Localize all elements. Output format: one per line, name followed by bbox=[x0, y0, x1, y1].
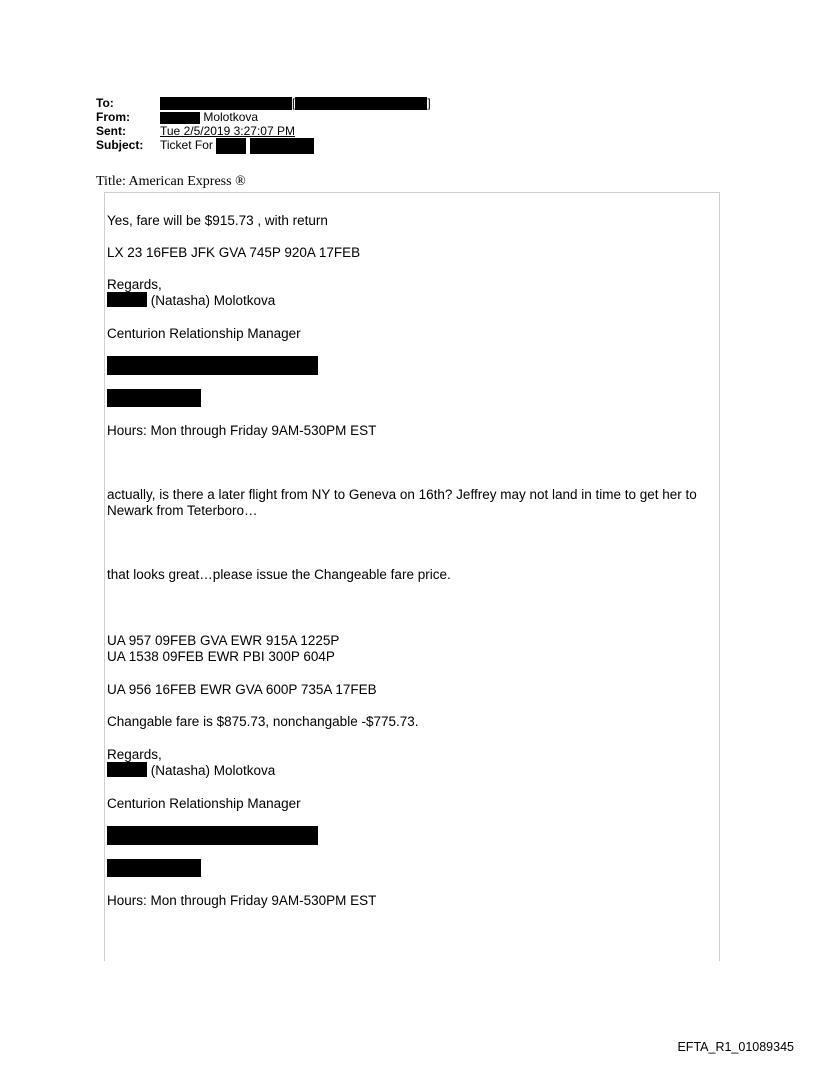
flight-line: UA 956 16FEB EWR GVA 600P 735A 17FEB bbox=[107, 682, 377, 697]
redaction-bar bbox=[107, 389, 201, 407]
body-paragraph: that looks great…please issue the Changeable fare price. bbox=[107, 567, 451, 582]
redaction-bar bbox=[160, 97, 292, 110]
body-paragraph: actually, is there a later flight from NY to Geneva on 16th? Jeffrey may not land in time to get her to Newark from Teterboro… bbox=[107, 487, 697, 518]
signature-name bbox=[107, 293, 275, 309]
hours-text: Hours: Mon through Friday 9AM-530PM EST bbox=[107, 893, 377, 908]
to-value bbox=[160, 96, 431, 110]
signature-name-text: (Natasha) Molotkova bbox=[150, 293, 276, 308]
signature-name-text: (Natasha) Molotkova bbox=[150, 763, 276, 778]
title-line: Title: American Express ® bbox=[96, 174, 246, 189]
flight-line: UA 957 09FEB GVA EWR 915A 1225P bbox=[107, 633, 340, 648]
redaction-bar bbox=[107, 762, 147, 777]
from-label: From: bbox=[96, 110, 130, 124]
from-row bbox=[96, 110, 431, 124]
to-row bbox=[96, 96, 431, 110]
body-paragraph: Changable fare is $875.73, nonchangable -$775.73. bbox=[107, 714, 419, 729]
subject-value bbox=[160, 138, 314, 152]
signature-role: Centurion Relationship Manager bbox=[107, 326, 301, 341]
redaction-bar bbox=[107, 292, 147, 307]
document-id: EFTA_R1_01089345 bbox=[677, 1040, 794, 1054]
body-paragraph: Yes, fare will be $915.73 , with return bbox=[107, 213, 328, 228]
flight-line: UA 1538 09FEB EWR PBI 300P 604P bbox=[107, 649, 335, 664]
redaction-bar bbox=[160, 112, 200, 124]
redaction-bar bbox=[107, 859, 201, 877]
sent-row bbox=[96, 124, 431, 138]
sent-value: Tue 2/5/2019 3:27:07 PM bbox=[160, 124, 295, 138]
subject-label: Subject: bbox=[96, 138, 144, 152]
to-label: To: bbox=[96, 96, 114, 110]
redaction-bar bbox=[295, 97, 427, 110]
subject-row bbox=[96, 138, 431, 152]
email-header bbox=[96, 96, 431, 152]
signature-name bbox=[107, 763, 275, 779]
regards-text: Regards, bbox=[107, 747, 162, 762]
hours-text: Hours: Mon through Friday 9AM-530PM EST bbox=[107, 423, 377, 438]
flight-line: LX 23 16FEB JFK GVA 745P 920A 17FEB bbox=[107, 245, 361, 260]
subject-text: Ticket For bbox=[160, 138, 213, 153]
redaction-bar bbox=[250, 138, 314, 154]
bracket-open: [ bbox=[292, 96, 296, 110]
redaction-bar bbox=[216, 138, 246, 154]
from-value bbox=[160, 110, 258, 124]
from-name: Molotkova bbox=[203, 110, 259, 124]
regards-text: Regards, bbox=[107, 277, 162, 292]
signature-role: Centurion Relationship Manager bbox=[107, 796, 301, 811]
sent-label: Sent: bbox=[96, 124, 126, 138]
redaction-bar bbox=[107, 356, 318, 375]
bracket-close: ] bbox=[427, 96, 431, 110]
redaction-bar bbox=[107, 826, 318, 845]
